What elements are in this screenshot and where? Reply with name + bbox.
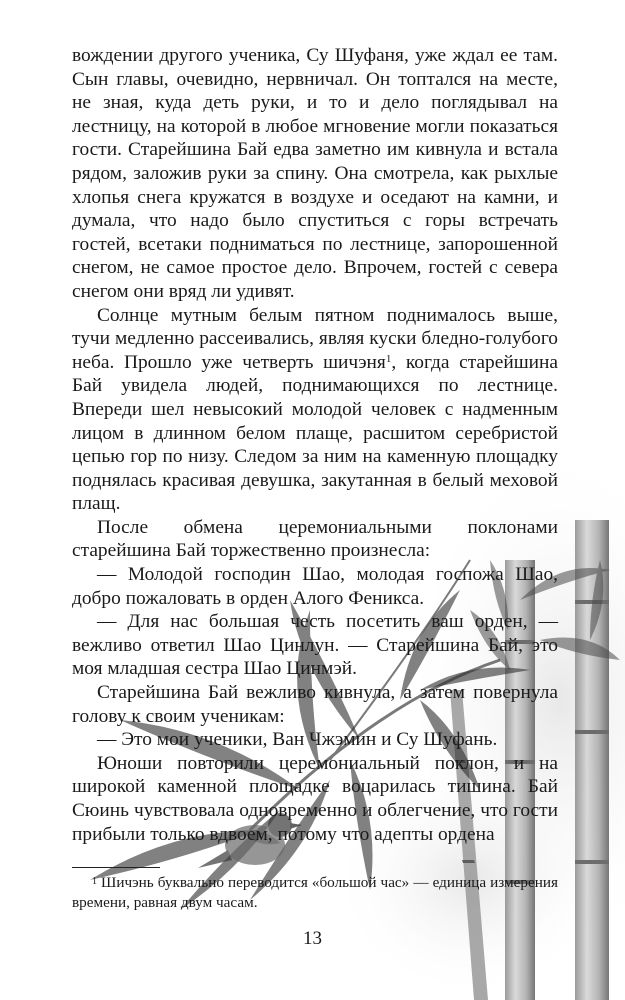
footnote-marker: 1 <box>92 875 97 887</box>
dialogue-line: — Это мои ученики, Ван Чжэмин и Су Шуфань. <box>97 729 498 751</box>
paragraph: вождении другого ученика, Су Шуфаня, уже ждал ее там. Сын главы, очевидно, нервничал. Он топтался на месте, не зная, куда деть руки, и то и дело поглядывал на лестницу, на которой в любое мгновение могли показаться гости. Старейшина Бай едва заметно им кивнула и встала рядом, заложив руки за спину. Она смотрела, как рыхлые хлопья снега кружатся в воздухе и оседают на камни, и думала, что надо было спуститься с горы встречать гостей, всетаки подниматься по лестнице, запорошенной снегом, не самое простое дело. Впрочем, гостей с севера снегом они вряд ли удивят. <box>72 45 558 302</box>
page-number: 13 <box>303 928 322 949</box>
footnote <box>72 873 558 913</box>
body-text <box>72 44 558 846</box>
dialogue-line: — Молодой господин Шао, молодая госпожа Шао, добро пожаловать в орден Алого Феникса. <box>72 564 558 609</box>
paragraph: Старейшина Бай вежливо кивнула, а затем повернула голову к своим ученикам: <box>72 682 558 727</box>
footnote-reference[interactable]: 1 <box>385 352 392 365</box>
footnote-text: Шичэнь буквально переводится «большой час» — единица измерения времени, равная двум часам. <box>72 874 558 911</box>
paragraph-text: Солнце мутным белым пятном поднималось выше, тучи медленно рассеивались, являя куски бледно-голубого неба. Прошло уже четверть шичэня <box>72 304 558 373</box>
footnote-separator <box>72 867 160 868</box>
paragraph-with-footnote-ref <box>72 304 558 516</box>
paragraph: Юноши повторили церемониальный поклон, и на широкой каменной площадке воцарилась тишина. Бай Сюинь чувствовала одновременно и облегчение, что гости прибыли только вдвоем, потому что адепты ордена <box>72 752 558 845</box>
paragraph-text: , когда старейшина Бай увидела людей, поднимающихся по лестнице. Впереди шел невысокий молодой человек с надменным лицом в длинном белом плаще, расшитом серебристой цепью гор по низу. Следом за ним на каменную площадку поднялась красивая девушка, закутанная в белый меховой плащ. <box>72 351 558 515</box>
paragraph: После обмена церемониальными поклонами старейшина Бай торжественно произнесла: <box>72 516 558 562</box>
dialogue-line: — Для нас большая честь посетить ваш орден, — вежливо ответил Шао Цинлун. — Старейшина Бай, это моя младшая сестра Шао Цинмэй. <box>72 611 558 680</box>
